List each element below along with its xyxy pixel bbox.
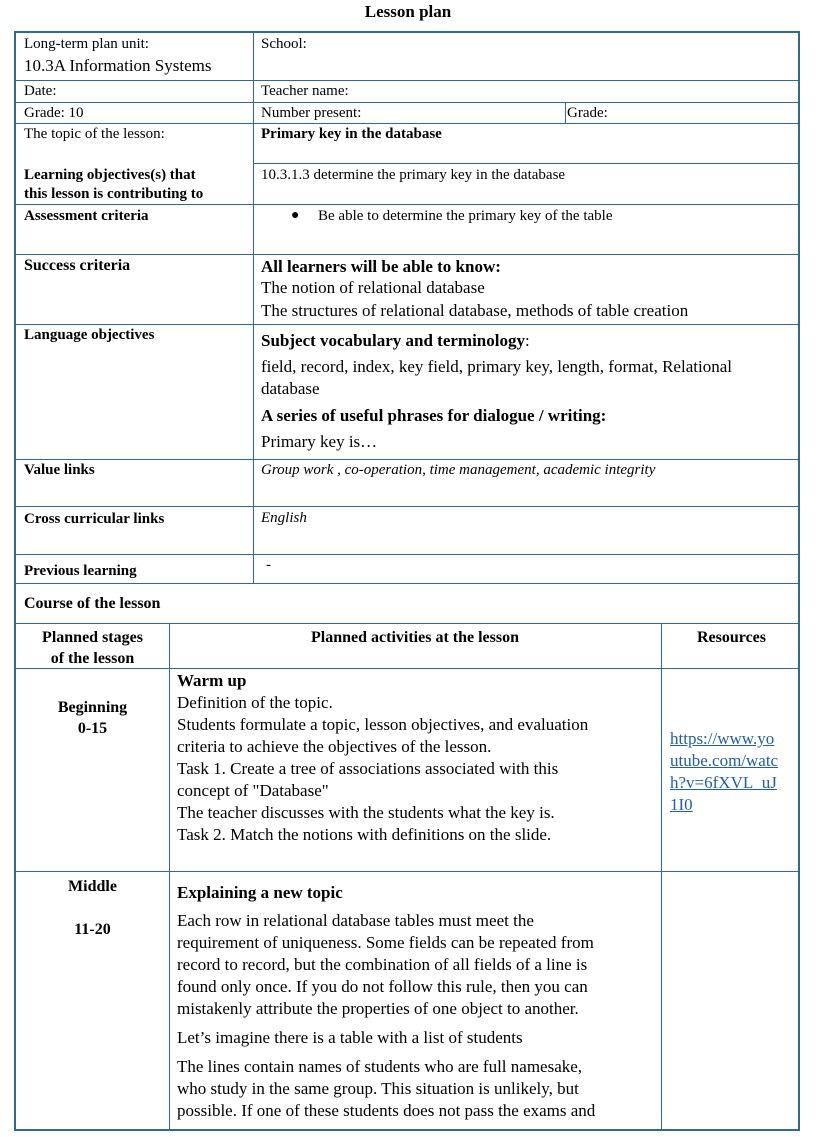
cross-curricular-label: Cross curricular links	[24, 511, 165, 527]
middle-para3-line: The lines contain names of students who are full namesake,	[177, 1057, 583, 1076]
col-stages-line2: of the lesson	[50, 650, 135, 667]
phrases-heading: A series of useful phrases for dialogue / writing:	[261, 406, 607, 425]
warmup-line: Task 1. Create a tree of associations associated with this	[177, 759, 559, 778]
stage-beginning	[16, 697, 169, 739]
warmup-line: criteria to achieve the objectives of the lesson.	[177, 737, 492, 756]
assessment-label: Assessment criteria	[24, 208, 149, 224]
value-links-label: Value links	[24, 462, 95, 478]
resource-video-link-line[interactable]: h?v=6fXVL_uJ	[670, 773, 777, 792]
long-term-plan-label: Long-term plan unit:	[24, 36, 149, 52]
phrases-value: Primary key is…	[261, 432, 378, 451]
warmup-line: Task 2. Match the notions with definitions on the slide.	[177, 825, 552, 844]
middle-para1-line: record to record, but the combination of all fields of a line is	[177, 955, 588, 974]
teacher-name-label: Teacher name:	[261, 83, 349, 99]
school-label: School:	[261, 36, 307, 52]
course-heading: Course of the lesson	[24, 595, 161, 612]
warmup-line: The teacher discusses with the students what the key is.	[177, 803, 555, 822]
resource-video-link-line[interactable]: 1I0	[670, 795, 693, 814]
vocab-heading-text: Subject vocabulary and terminology	[261, 331, 525, 350]
objectives-label-line2: this lesson is contributing to	[24, 186, 204, 202]
grade-secondary-label: Grade:	[567, 105, 608, 121]
middle-para2: Let’s imagine there is a table with a list of students	[177, 1028, 523, 1047]
number-present-label: Number present:	[261, 105, 362, 121]
long-term-plan-value: 10.3A Information Systems	[24, 56, 212, 75]
topic-label: The topic of the lesson:	[24, 126, 165, 142]
middle-para1-line: found only once. If you do not follow this rule, then you can	[177, 977, 588, 996]
stage-middle-name: Middle	[68, 878, 117, 895]
resource-video-link-line[interactable]: utube.com/watc	[670, 751, 779, 770]
topic-value: Primary key in the database	[261, 126, 442, 142]
language-label: Language objectives	[24, 327, 155, 343]
previous-learning-label: Previous learning	[24, 563, 137, 579]
warmup-line: Students formulate a topic, lesson objectives, and evaluation	[177, 715, 589, 734]
previous-learning-value: -	[266, 557, 271, 573]
col-resources-header: Resources	[696, 629, 767, 646]
vocab-colon: :	[524, 331, 530, 350]
middle-para1-line: requirement of uniqueness. Some fields can be repeated from	[177, 933, 594, 952]
vocab-heading	[261, 330, 530, 352]
stage-middle-time: 11-20	[74, 921, 111, 938]
date-label: Date:	[24, 83, 57, 99]
value-links-value: Group work , co-operation, time management, academic integrity	[261, 462, 656, 478]
vocab-line-1: field, record, index, key field, primary key, length, format, Relational	[261, 357, 732, 376]
col-activities-header: Planned activities at the lesson	[311, 629, 519, 646]
success-line-1: The notion of relational database	[261, 278, 485, 297]
middle-para3-line: possible. If one of these students does not pass the exams and	[177, 1101, 596, 1120]
stage-beginning-name: Beginning	[57, 699, 128, 716]
warmup-line: concept of "Database"	[177, 781, 329, 800]
objectives-label-line1: Learning objectives(s) that	[24, 167, 196, 183]
cross-curricular-value: English	[261, 510, 307, 526]
bullet-icon: ●	[291, 208, 300, 223]
middle-para1-line: mistakenly attribute the properties of one object to another.	[177, 999, 579, 1018]
lesson-plan-table	[14, 31, 800, 1131]
warmup-line: Definition of the topic.	[177, 693, 333, 712]
col-stages-header	[16, 627, 169, 669]
middle-para1-line: Each row in relational database tables must meet the	[177, 911, 534, 930]
col-stages-line1: Planned stages	[42, 629, 143, 646]
vocab-line-2: database	[261, 379, 320, 398]
middle-para3-line: who study in the same group. This situation is unlikely, but	[177, 1079, 579, 1098]
document-title: Lesson plan	[364, 2, 452, 21]
success-line-2: The structures of relational database, methods of table creation	[261, 301, 689, 320]
success-heading: All learners will be able to know:	[261, 257, 501, 276]
objectives-value: 10.3.1.3 determine the primary key in the database	[261, 167, 566, 183]
middle-heading: Explaining a new topic	[177, 883, 343, 902]
warmup-heading: Warm up	[177, 671, 247, 690]
stage-beginning-time: 0-15	[77, 720, 108, 737]
assessment-value: Be able to determine the primary key of the table	[318, 208, 613, 224]
success-label: Success criteria	[24, 257, 131, 274]
grade-label: Grade: 10	[24, 105, 84, 121]
resource-video-link-line[interactable]: https://www.yo	[670, 729, 775, 748]
